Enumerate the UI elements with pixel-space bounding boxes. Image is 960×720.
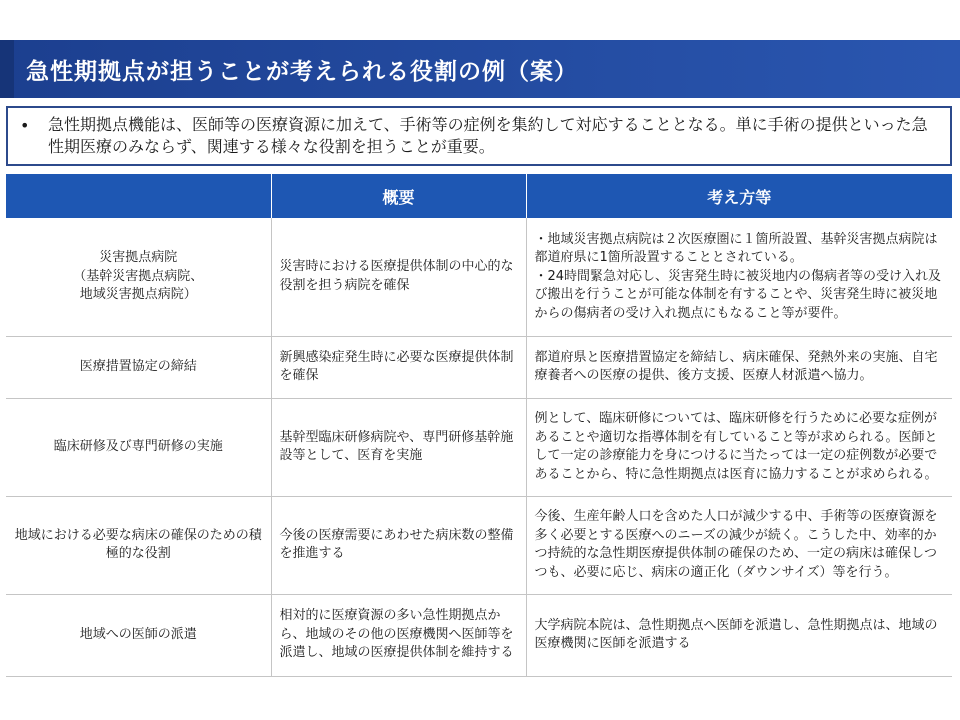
notes-cell: 今後、生産年齢人口を含めた人口が減少する中、手術等の医療資源を多く必要とする医療へのニーズの減少が続く。こうした中、効率的かつ持続的な急性期医療提供体制の確保のため、一定の病床は確保しつつも、必要に応じ、病床の適正化（ダウンサイズ）等を行う。 [526,496,952,594]
table-header-row [6,174,952,218]
title-banner [0,40,960,98]
role-cell: 臨床研修及び専門研修の実施 [6,398,271,496]
notes-cell: 大学病院本院は、急性期拠点へ医師を派遣し、急性期拠点は、地域の医療機関に医師を派遣する [526,594,952,676]
role-cell: 災害拠点病院 （基幹災害拠点病院、 地域災害拠点病院） [6,218,271,336]
summary-cell: 今後の医療需要にあわせた病床数の整備を推進する [271,496,526,594]
intro-text: 急性期拠点機能は、医師等の医療資源に加えて、手術等の症例を集約して対応することとなる。単に手術の提供といった急性期医療のみならず、関連する様々な役割を担うことが重要。 [48,115,928,156]
notes-cell: 例として、臨床研修については、臨床研修を行うために必要な症例があることや適切な指導体制を有していること等が求められる。医師として一定の診療能力を身につけるに当たっては一定の症例数が必要であることから、特に急性期拠点は医育に協力することが求められる。 [526,398,952,496]
summary-cell: 災害時における医療提供体制の中心的な役割を担う病院を確保 [271,218,526,336]
table-row [6,218,952,336]
header-role [6,174,271,218]
intro-bullet: • [20,116,30,135]
table-row [6,336,952,398]
page-title: 急性期拠点が担うことが考えられる役割の例（案） [26,59,578,85]
header-summary: 概要 [271,174,526,218]
role-cell: 地域への医師の派遣 [6,594,271,676]
notes-cell: ・地域災害拠点病院は２次医療圏に１箇所設置、基幹災害拠点病院は都道府県に1箇所設置することとされている。 ・24時間緊急対応し、災害発生時に被災地内の傷病者等の受け入れ及び搬出を行うことが可能な体制を有することや、災害発生時に被災地からの傷病者の受け入れ拠点にもなること等が要件。 [526,218,952,336]
role-cell: 医療措置協定の締結 [6,336,271,398]
notes-cell: 都道府県と医療措置協定を締結し、病床確保、発熱外来の実施、自宅療養者への医療の提供、後方支援、医療人材派遣へ協力。 [526,336,952,398]
summary-cell: 新興感染症発生時に必要な医療提供体制を確保 [271,336,526,398]
table-row [6,496,952,594]
header-notes: 考え方等 [526,174,952,218]
table-row [6,398,952,496]
table-row [6,594,952,676]
role-cell: 地域における必要な病床の確保のための積極的な役割 [6,496,271,594]
summary-cell: 基幹型臨床研修病院や、専門研修基幹施設等として、医育を実施 [271,398,526,496]
roles-table [6,174,952,677]
intro-box [6,106,952,166]
summary-cell: 相対的に医療資源の多い急性期拠点から、地域のその他の医療機関へ医師等を派遣し、地域の医療提供体制を維持する [271,594,526,676]
